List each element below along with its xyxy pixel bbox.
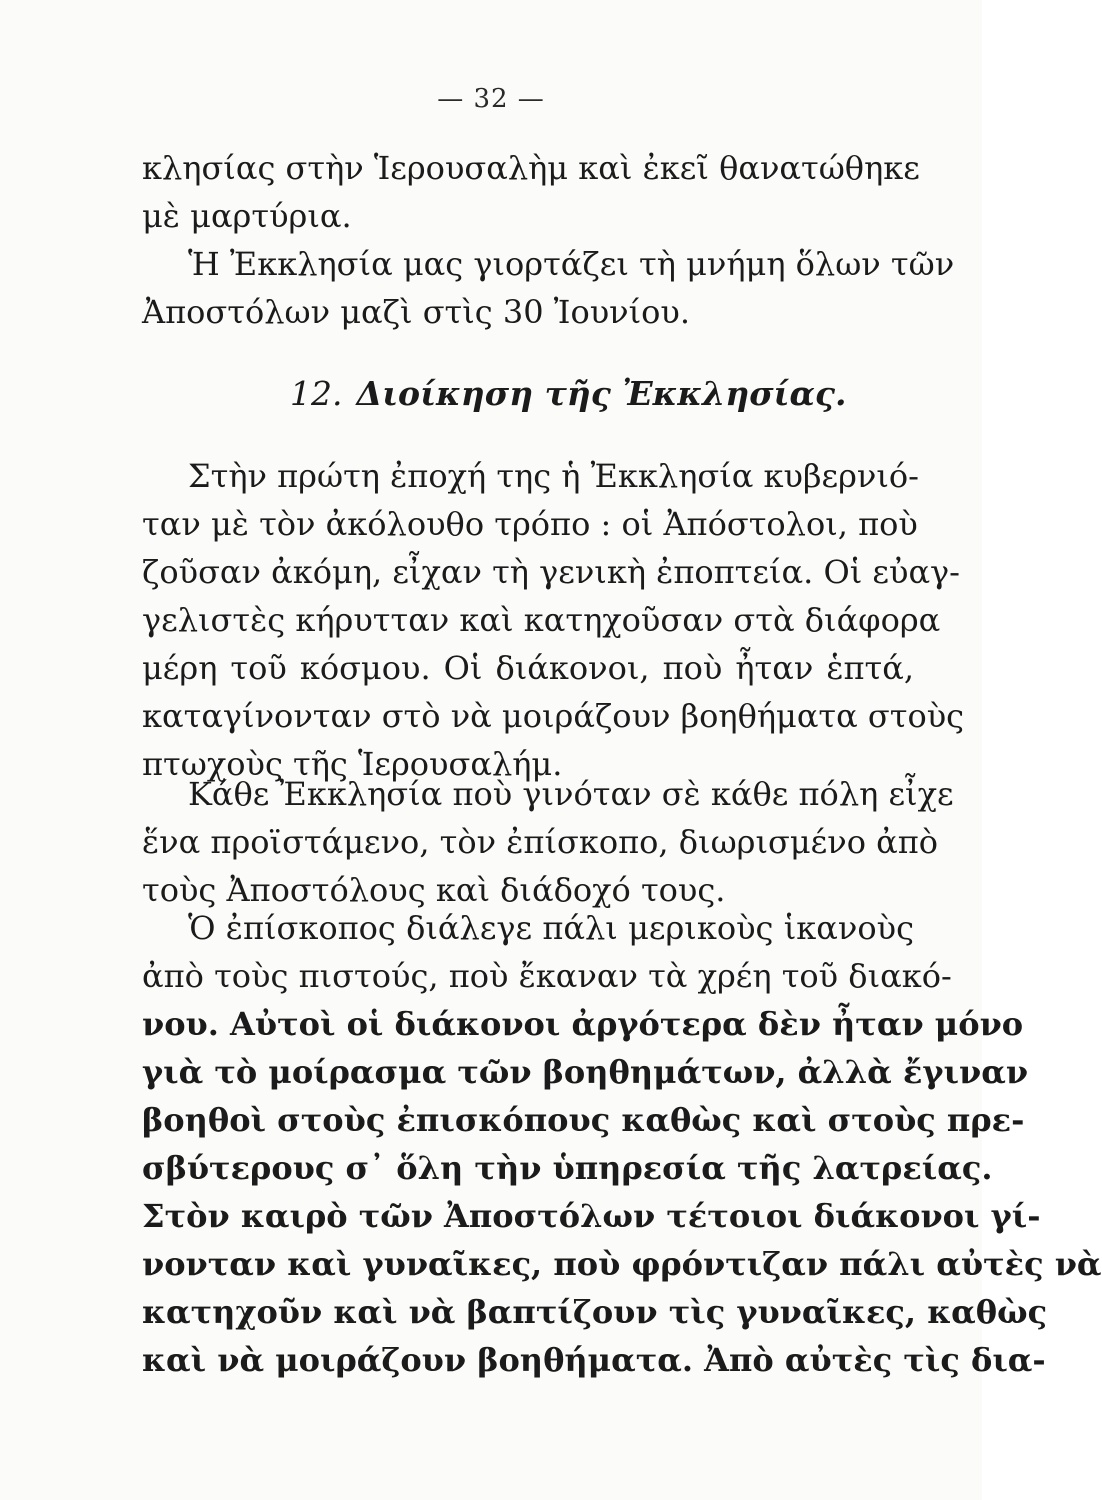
text-line: μὲ μαρτύρια. (142, 197, 352, 235)
section-number: 12. (290, 374, 343, 413)
text-line: Κάθε Ἐκκλησία ποὺ γινόταν σὲ κάθε πόλη εἶχε (188, 775, 954, 813)
text-line: γιὰ τὸ μοίρασμα τῶν βοηθημάτων, ἀλλὰ ἔγιναν (142, 1053, 1029, 1091)
text-line: νονταν καὶ γυναῖκες, ποὺ φρόντιζαν πάλι αὐτὲς νὰ (142, 1245, 1102, 1283)
text-line: Ἀποστόλων μαζὶ στὶς 30 Ἰουνίου. (142, 293, 691, 331)
paragraph-3 (142, 904, 1102, 1384)
text-line: ταν μὲ τὸν ἀκόλουθο τρόπο : οἱ Ἀπόστολοι, ποὺ (142, 505, 918, 543)
text-line: τοὺς Ἀποστόλους καὶ διάδοχό τους. (142, 871, 726, 909)
section-title: Διοίκηση τῆς Ἐκκλησίας. (356, 374, 847, 413)
text-line: Ὁ ἐπίσκοπος διάλεγε πάλι μερικοὺς ἱκανοὺς (188, 909, 914, 947)
text-line: Στὴν πρώτη ἐποχή της ἡ Ἐκκλησία κυβερνιό- (188, 457, 919, 495)
text-line: ἕνα προϊστάμενο, τὸν ἐπίσκοπο, διωρισμένο ἀπὸ (142, 823, 939, 861)
text-line: μέρη τοῦ κόσμου. Οἱ διάκονοι, ποὺ ἦταν ἑπτά, (142, 649, 914, 687)
text-line: ἀπὸ τοὺς πιστούς, ποὺ ἔκαναν τὰ χρέη τοῦ διακό- (142, 957, 952, 995)
section-heading (290, 370, 847, 418)
paragraph-1 (142, 452, 965, 788)
text-line: Ἡ Ἐκκλησία μας γιορτάζει τὴ μνήμη ὅλων τῶν (188, 245, 955, 283)
text-line: νου. Αὐτοὶ οἱ διάκονοι ἀργότερα δὲν ἦταν μόνο (142, 1005, 1024, 1043)
text-line: γελιστὲς κήρυτταν καὶ κατηχοῦσαν στὰ διάφορα (142, 601, 941, 639)
text-line: κατηχοῦν καὶ νὰ βαπτίζουν τὶς γυναῖκες, καθὼς (142, 1293, 1048, 1331)
text-line: πτωχοὺς τῆς Ἱερουσαλήμ. (142, 745, 563, 783)
text-line: κλησίας στὴν Ἱερουσαλὴμ καὶ ἐκεῖ θανατώθηκε (142, 149, 920, 187)
intro-text (142, 144, 955, 336)
paragraph-2 (142, 770, 954, 914)
text-line: ζοῦσαν ἀκόμη, εἶχαν τὴ γενικὴ ἐποπτεία. Οἱ εὐαγ- (142, 553, 960, 591)
text-line: σβύτερους σ᾽ ὅλη τὴν ὑπηρεσία τῆς λατρείας. (142, 1149, 993, 1187)
page-number: — 32 — (437, 84, 545, 114)
text-line: Στὸν καιρὸ τῶν Ἀποστόλων τέτοιοι διάκονοι γί- (142, 1197, 1041, 1235)
text-line: καὶ νὰ μοιράζουν βοηθήματα. Ἀπὸ αὐτὲς τὶς δια- (142, 1341, 1046, 1379)
text-line: βοηθοὶ στοὺς ἐπισκόπους καθὼς καὶ στοὺς πρε- (142, 1101, 1025, 1139)
text-line: καταγίνονταν στὸ νὰ μοιράζουν βοηθήματα στοὺς (142, 697, 965, 735)
